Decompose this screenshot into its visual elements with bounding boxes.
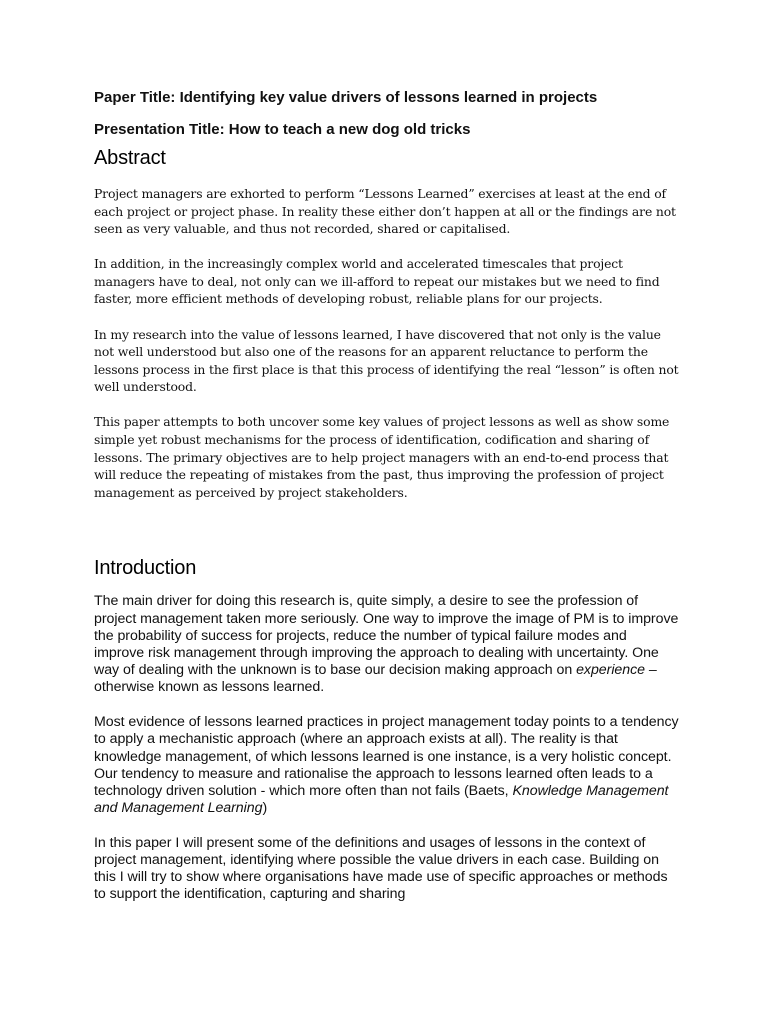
introduction-paragraph-3: In this paper I will present some of the definitions and usages of lessons in the context of project management, identifying where possible the value drivers in each case. Building on this I will try to show where organisations have made use of specific approaches or methods to support the identification, capturing and sharing — [94, 834, 668, 903]
introduction-paragraph-2 — [94, 714, 680, 817]
introduction-heading: Introduction — [94, 557, 197, 580]
abstract-paragraph-3: In my research into the value of lessons learned, I have discovered that not only is the value not well understood but also one of the reasons for an apparent reluctance to perform the lessons process in the first place is that this process of identifying the real “lesson” is often not well understood. — [94, 326, 679, 395]
presentation-title: Presentation Title: How to teach a new dog old tricks — [94, 121, 471, 138]
intro-p2-text-after: ) — [262, 800, 268, 817]
introduction-section — [94, 593, 680, 903]
abstract-paragraph-1: Project managers are exhorted to perform “Lessons Learned” exercises at least at the end of each project or project phase. In reality these either don’t happen at all or the findings are not seen as very valuable, and thus not recorded, shared or capitalised. — [94, 186, 676, 237]
introduction-paragraph-1 — [94, 593, 680, 696]
intro-p1-emphasis: experience — [576, 662, 645, 679]
document-page — [94, 88, 680, 921]
paper-title: Paper Title: Identifying key value drivers of lessons learned in projects — [94, 89, 598, 106]
intro-p2-text-before: Most evidence of lessons learned practices in project management today points to a tendency to apply a mechanistic approach (where an approach exists at all). The reality is that knowledge management, of which lessons learned is one instance, is a very holistic concept. Our tendency to measure and rationalise the approach to lessons learned often leads to a technology driven solution - which more often than not fails (Baets, — [94, 714, 679, 799]
title-block — [94, 88, 680, 140]
abstract-heading: Abstract — [94, 147, 166, 169]
abstract-paragraph-4: This paper attempts to both uncover some key values of project lessons as well as show some simple yet robust mechanisms for the process of identification, codification and sharing of lessons. The primary objectives are to help project managers with an end-to-end process that will reduce the repeating of mistakes from the past, thus improving the profession of project management as perceived by project stakeholders. — [94, 414, 670, 500]
intro-p1-text-after: – otherwise known as lessons learned. — [94, 662, 657, 696]
abstract-paragraph-2: In addition, in the increasingly complex world and accelerated timescales that project managers have to deal, not only can we ill-afford to repeat our mistakes but we need to find faster, more efficient methods of developing robust, reliable plans for our projects. — [94, 256, 660, 307]
intro-p1-text-before: The main driver for doing this research is, quite simply, a desire to see the profession of project management taken more seriously. One way to improve the image of PM is to improve the probability of success for projects, reduce the number of typical failure modes and improve risk management through improving the approach to dealing with uncertainty. One way of dealing with the unknown is to base our decision making approach on — [94, 593, 679, 679]
intro-p2-citation-title: Knowledge Management and Management Learning — [94, 782, 669, 817]
abstract-section — [94, 185, 680, 501]
